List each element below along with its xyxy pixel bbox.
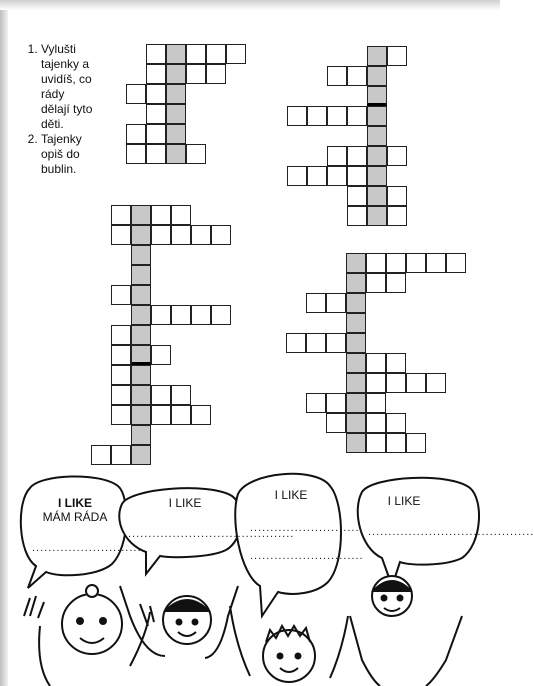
secret-word-cell[interactable] (367, 86, 387, 106)
secret-word-cell[interactable] (367, 166, 387, 186)
secret-word-cell[interactable] (346, 273, 366, 293)
letter-cell[interactable] (151, 345, 171, 365)
letter-cell[interactable] (111, 205, 131, 225)
letter-cell[interactable] (426, 373, 446, 393)
letter-cell[interactable] (326, 413, 346, 433)
letter-cell[interactable] (111, 405, 131, 425)
letter-cell[interactable] (326, 393, 346, 413)
secret-word-cell[interactable] (131, 385, 151, 405)
bubble-1-subtitle: MÁM RÁDA (42, 510, 108, 524)
child-boy (120, 586, 238, 658)
secret-word-cell[interactable] (166, 84, 186, 104)
letter-cell[interactable] (386, 253, 406, 273)
letter-cell[interactable] (347, 206, 367, 226)
letter-cell[interactable] (327, 66, 347, 86)
secret-word-cell[interactable] (367, 46, 387, 66)
bubbles-and-children (0, 466, 534, 686)
letter-cell[interactable] (151, 385, 171, 405)
letter-cell[interactable] (446, 253, 466, 273)
letter-cell[interactable] (111, 325, 131, 345)
letter-cell[interactable] (206, 64, 226, 84)
bubble-1-answer-line[interactable]: ........................... (32, 542, 142, 554)
secret-word-cell[interactable] (131, 245, 151, 265)
letter-cell[interactable] (186, 64, 206, 84)
child-girl (24, 585, 154, 686)
letter-cell[interactable] (146, 44, 166, 64)
secret-word-cell[interactable] (346, 333, 366, 353)
bubble-1-text (34, 496, 116, 524)
secret-word-cell[interactable] (367, 206, 387, 226)
letter-cell[interactable] (327, 106, 347, 126)
letter-cell[interactable] (387, 206, 407, 226)
letter-cell[interactable] (387, 186, 407, 206)
instruction-2: 2. Tajenky opiš do bublin. (41, 132, 93, 177)
letter-cell[interactable] (366, 373, 386, 393)
letter-cell[interactable] (171, 405, 191, 425)
letter-cell[interactable] (366, 273, 386, 293)
letter-cell[interactable] (366, 393, 386, 413)
letter-cell[interactable] (171, 305, 191, 325)
secret-word-cell[interactable] (131, 265, 151, 285)
letter-cell[interactable] (306, 333, 326, 353)
letter-cell[interactable] (146, 84, 166, 104)
secret-word-cell[interactable] (346, 253, 366, 273)
secret-word-cell[interactable] (367, 146, 387, 166)
speech-bubble-1 (21, 476, 127, 588)
letter-cell[interactable] (386, 273, 406, 293)
secret-word-cell[interactable] (367, 106, 387, 126)
letter-cell[interactable] (406, 253, 426, 273)
letter-cell[interactable] (211, 225, 231, 245)
instruction-1: 1. Vylušti tajenky a uvidíš, co rády dělají tyto děti. (41, 42, 93, 132)
secret-word-cell[interactable] (131, 425, 151, 445)
secret-word-cell[interactable] (131, 305, 151, 325)
letter-cell[interactable] (111, 225, 131, 245)
letter-cell[interactable] (347, 106, 367, 126)
letter-cell[interactable] (306, 393, 326, 413)
bubble-2-title: I LIKE (168, 496, 202, 510)
secret-word-cell[interactable] (131, 445, 151, 465)
secret-word-cell[interactable] (166, 144, 186, 164)
secret-word-cell[interactable] (367, 186, 387, 206)
letter-cell[interactable] (347, 146, 367, 166)
secret-word-cell[interactable] (346, 293, 366, 313)
letter-cell[interactable] (387, 146, 407, 166)
letter-cell[interactable] (326, 333, 346, 353)
secret-word-cell[interactable] (346, 433, 366, 453)
letter-cell[interactable] (366, 353, 386, 373)
letter-cell[interactable] (91, 445, 111, 465)
letter-cell[interactable] (327, 166, 347, 186)
secret-word-cell[interactable] (367, 126, 387, 146)
letter-cell[interactable] (386, 413, 406, 433)
letter-cell[interactable] (206, 44, 226, 64)
letter-cell[interactable] (366, 413, 386, 433)
letter-cell[interactable] (111, 345, 131, 365)
letter-cell[interactable] (327, 146, 347, 166)
letter-cell[interactable] (326, 293, 346, 313)
letter-cell[interactable] (146, 144, 166, 164)
letter-cell[interactable] (406, 433, 426, 453)
letter-cell[interactable] (287, 166, 307, 186)
letter-cell[interactable] (347, 66, 367, 86)
secret-word-cell[interactable] (346, 313, 366, 333)
letter-cell[interactable] (171, 225, 191, 245)
secret-word-cell[interactable] (346, 373, 366, 393)
bubble-4-title: I LIKE (387, 494, 421, 508)
letter-cell[interactable] (226, 44, 246, 64)
letter-cell[interactable] (146, 64, 166, 84)
letter-cell[interactable] (171, 205, 191, 225)
letter-cell[interactable] (151, 305, 171, 325)
letter-cell[interactable] (366, 253, 386, 273)
letter-cell[interactable] (386, 433, 406, 453)
secret-word-cell[interactable] (131, 225, 151, 245)
letter-cell[interactable] (387, 46, 407, 66)
letter-cell[interactable] (211, 305, 231, 325)
letter-cell[interactable] (111, 285, 131, 305)
letter-cell[interactable] (126, 144, 146, 164)
bubble-3-answer-line-1[interactable]: ............................ (250, 522, 364, 534)
letter-cell[interactable] (151, 225, 171, 245)
bubble-2-answer-line[interactable]: ......................................... (128, 528, 295, 540)
letter-cell[interactable] (347, 186, 367, 206)
letter-cell[interactable] (111, 385, 131, 405)
secret-word-cell[interactable] (131, 345, 151, 365)
secret-word-cell[interactable] (131, 365, 151, 385)
letter-cell[interactable] (306, 293, 326, 313)
secret-word-cell[interactable] (131, 325, 151, 345)
bubble-3-answer-line-2[interactable]: ............................ (250, 550, 364, 562)
secret-word-cell[interactable] (166, 104, 186, 124)
letter-cell[interactable] (426, 253, 446, 273)
secret-word-cell[interactable] (131, 205, 151, 225)
secret-word-cell[interactable] (367, 66, 387, 86)
letter-cell[interactable] (111, 365, 131, 385)
letter-cell[interactable] (191, 305, 211, 325)
letter-cell[interactable] (186, 144, 206, 164)
bubble-4-answer-line[interactable]: ......................................... (368, 526, 534, 538)
secret-word-cell[interactable] (346, 413, 366, 433)
letter-cell[interactable] (126, 124, 146, 144)
letter-cell[interactable] (126, 84, 146, 104)
bubble-3-title: I LIKE (274, 488, 308, 502)
letter-cell[interactable] (366, 433, 386, 453)
letter-cell[interactable] (171, 385, 191, 405)
instructions (27, 42, 93, 177)
letter-cell[interactable] (186, 44, 206, 64)
letter-cell[interactable] (287, 106, 307, 126)
letter-cell[interactable] (347, 166, 367, 186)
page-top-shadow (0, 0, 500, 10)
letter-cell[interactable] (307, 166, 327, 186)
secret-word-cell[interactable] (131, 285, 151, 305)
secret-word-cell[interactable] (166, 44, 186, 64)
letter-cell[interactable] (146, 124, 166, 144)
secret-word-cell[interactable] (166, 64, 186, 84)
secret-word-cell[interactable] (346, 353, 366, 373)
bubble-1-title: I LIKE (57, 496, 92, 510)
letter-cell[interactable] (286, 333, 306, 353)
letter-cell[interactable] (386, 353, 406, 373)
letter-cell[interactable] (151, 405, 171, 425)
secret-word-cell[interactable] (131, 405, 151, 425)
letter-cell[interactable] (386, 373, 406, 393)
child-spiky-hair (230, 606, 348, 682)
letter-cell[interactable] (191, 405, 211, 425)
secret-word-cell[interactable] (166, 124, 186, 144)
letter-cell[interactable] (191, 225, 211, 245)
letter-cell[interactable] (307, 106, 327, 126)
letter-cell[interactable] (146, 104, 166, 124)
secret-word-cell[interactable] (346, 393, 366, 413)
letter-cell[interactable] (111, 445, 131, 465)
letter-cell[interactable] (151, 205, 171, 225)
letter-cell[interactable] (406, 373, 426, 393)
child-boy-2 (350, 576, 462, 686)
